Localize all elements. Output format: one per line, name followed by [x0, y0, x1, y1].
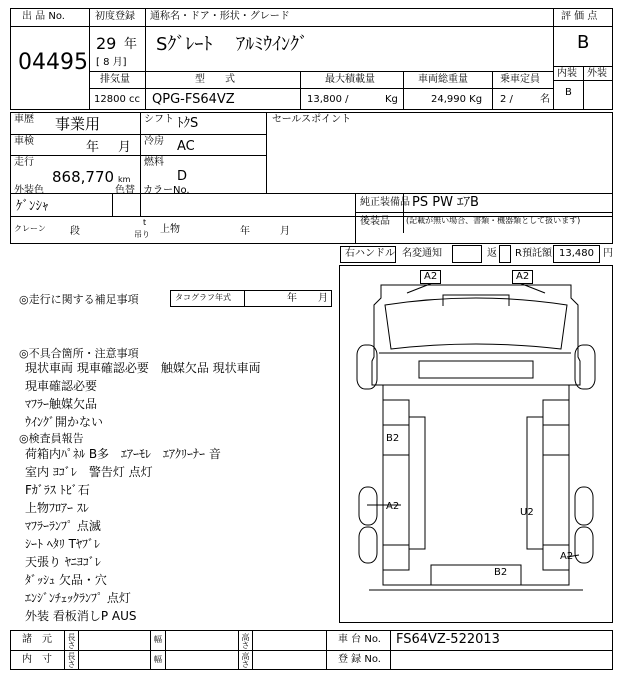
remark-line: 室内 ﾖｺﾞﾚ 警告灯 点灯	[25, 465, 153, 479]
displacement: 12800 cc	[94, 94, 140, 105]
damage-mark-u2-right: U2	[520, 507, 534, 518]
record-value: 13,480	[559, 248, 594, 259]
remark-line: ｴﾝｼﾞﾝﾁｪｯｸﾗﾝﾌﾟ 点灯	[25, 591, 131, 605]
record-unit: 円	[603, 248, 613, 259]
first-reg-label: 初度登録	[95, 11, 135, 22]
wheel-rear1-left	[359, 487, 377, 525]
max-load: 13,800 /	[307, 94, 349, 105]
wheel-rear2-right	[575, 527, 593, 563]
remark-line: ﾏﾌﾗｰﾗﾝﾌﾟ 点滅	[25, 519, 101, 533]
damage-mark-b2-rear: B2	[494, 567, 508, 578]
mileage: 868,770	[52, 168, 115, 186]
remark-line: ◎検査員報告	[19, 432, 84, 445]
aftermarket-note: (記載が無い場合、書類・機器類として扱います)	[406, 216, 581, 225]
standard-equipment-label: 純正装備品	[360, 197, 410, 208]
first-reg-month: [ 8 月]	[96, 57, 127, 68]
inspection-year: 年	[86, 140, 100, 155]
defects-label: ◎不具合箇所・注意事項	[19, 347, 139, 360]
model-type-label: 型 式	[195, 74, 235, 85]
interior-label: 内装	[557, 68, 577, 79]
gross-weight: 24,990 Kg	[431, 94, 483, 105]
tacho-month: 月	[318, 293, 328, 304]
remark-line: 現車確認必要	[25, 379, 98, 393]
name-change-box	[452, 245, 482, 263]
remark-line: ﾏﾌﾗｰ触媒欠品	[25, 397, 98, 411]
width-label-2: 幅	[154, 655, 162, 664]
chassis-no: FS64VZ-522013	[396, 632, 500, 647]
lot-no: 04495	[18, 50, 88, 75]
truck-body-outline	[383, 385, 569, 585]
crane-ton-unit: t	[143, 218, 147, 227]
wheel-rear1-right	[575, 487, 593, 525]
length-label-1: 長さ	[67, 633, 76, 649]
wheel-rear2-left	[359, 527, 377, 563]
shift-label: シフト	[144, 114, 174, 125]
truck-dashboard	[419, 361, 533, 378]
specs-label: 諸 元	[22, 634, 52, 645]
capacity: 2 /	[500, 94, 513, 105]
standard-equipment: PS PW ｴｱB	[412, 195, 479, 210]
fuel: D	[177, 169, 188, 184]
grade-label: 評 価 点	[561, 11, 598, 22]
chassis-label: 車 台 No.	[338, 634, 381, 645]
model-name-label: 通称名・ドア・形状・グレード	[150, 11, 290, 22]
ac-label: 冷房	[144, 136, 164, 147]
history: 事業用	[55, 115, 101, 133]
color-no-label: 色替	[115, 185, 135, 196]
mileage-label: 走行	[14, 157, 34, 168]
mileage-unit: km	[118, 175, 131, 184]
remark-line: 荷箱内ﾊﾟﾈﾙ B多 ｴｱｰﾓﾚ ｴｱｸﾘｰﾅｰ 音	[25, 447, 221, 461]
dims-label: 内 寸	[22, 654, 52, 665]
return-label: 返	[487, 248, 497, 259]
fuel-label: 燃料	[144, 157, 164, 168]
truck-diagram	[339, 265, 613, 623]
length-label-2: 長さ	[67, 652, 76, 668]
max-load-label: 最大積載量	[325, 74, 375, 85]
truck-cab-outline	[372, 285, 580, 385]
damage-mark-b2-left: B2	[386, 433, 400, 444]
first-reg-year: 29	[96, 34, 117, 53]
damage-mark-a2-left-top: A2	[420, 270, 441, 284]
first-reg-year-unit: 年	[124, 37, 138, 52]
shift: ﾄｸS	[177, 116, 199, 131]
upper-label: 上物	[160, 224, 180, 235]
grade: B	[577, 32, 590, 53]
model-type: QPG-FS64VZ	[152, 92, 235, 107]
driving-label: ◎走行に関する補足事項	[19, 293, 139, 306]
truck-body-crossbars	[383, 425, 569, 545]
return-box	[499, 245, 511, 263]
remark-line: ﾀﾞｯｼｭ 欠品・穴	[25, 573, 107, 587]
truck-body-right-frame	[527, 417, 543, 549]
truck-cab-roof	[443, 295, 509, 306]
exterior-label: 外装	[587, 68, 607, 79]
lot-no-label: 出 品 No.	[22, 11, 65, 22]
inspection-label: 車検	[14, 136, 34, 147]
inspection-month: 月	[118, 140, 132, 155]
damage-mark-a2-right-top: A2	[512, 270, 533, 284]
remark-line: 上物ﾌﾛｱｰ ｽﾚ	[25, 501, 89, 515]
remark-line: 現状車両 現車確認必要 触媒欠品 現状車両	[25, 361, 261, 375]
truck-body-left-frame	[409, 417, 425, 549]
tacho-year: 年	[287, 293, 297, 304]
crane-label: クレーン	[14, 224, 46, 233]
truck-windshield	[385, 298, 567, 349]
upper-month: 月	[280, 226, 290, 237]
record-label: R預託額	[515, 248, 552, 259]
aftermarket-label: 後装品	[360, 216, 390, 227]
name-change-label: 名変通知	[402, 248, 442, 259]
height-label-2: 高さ	[241, 652, 250, 668]
damage-mark-a2-right-bottom: A2	[560, 551, 574, 562]
steering: 右ハンドル	[345, 248, 395, 259]
remark-line: ｳｲﾝｸﾞ開かない	[25, 415, 104, 429]
width-label-1: 幅	[154, 635, 162, 644]
history-label: 車歴	[14, 114, 34, 125]
damage-mark-a2-left-mid: A2	[386, 501, 400, 512]
gross-weight-label: 車両総重量	[418, 74, 468, 85]
registration-label: 登 録 No.	[338, 654, 381, 665]
max-load-unit: Kg	[385, 94, 398, 105]
upper-year: 年	[240, 226, 250, 237]
height-label-1: 高さ	[241, 633, 250, 649]
interior-grade: B	[565, 87, 572, 98]
remark-line: 外装 看板消しP AUS	[25, 609, 137, 623]
truck-rear-bumper	[431, 565, 521, 585]
color-code-label: カラーNo.	[143, 185, 190, 196]
model-name: Sｸﾞﾚｰﾄ ｱﾙﾐｳｲﾝｸﾞ	[156, 34, 309, 55]
capacity-unit: 名	[540, 94, 550, 105]
color: ｹﾞﾝｼｬ	[16, 199, 49, 214]
crane-hang: 吊り	[134, 230, 150, 239]
crane-stage: 段	[70, 226, 80, 237]
ac: AC	[177, 139, 195, 154]
tacho-label: タコグラフ年式	[175, 293, 231, 302]
displacement-label: 排気量	[100, 74, 130, 85]
remark-line: Fｶﾞﾗｽ ﾄﾋﾞ石	[25, 483, 90, 497]
sales-point-label: セールスポイント	[272, 114, 352, 125]
remark-line: 天張り ﾔﾆﾖｺﾞﾚ	[25, 555, 101, 569]
capacity-label: 乗車定員	[500, 74, 540, 85]
color-label: 外装色	[14, 185, 44, 196]
remark-line: ｼｰﾄ ﾍﾀﾘ Tﾔﾌﾞﾚ	[25, 537, 100, 551]
